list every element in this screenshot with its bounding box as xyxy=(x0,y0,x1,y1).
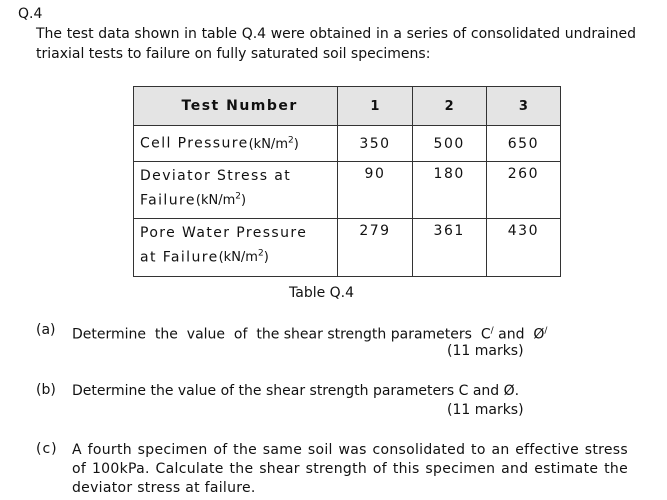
row-label-text: Cell Pressure xyxy=(140,135,249,152)
part-c-text: A fourth specimen of the same soil was consolidated to an effective stress of 100kPa. Calculate the shear strength of this specimen and estimate the deviator stress at failure. xyxy=(72,442,628,496)
table-header-row xyxy=(134,87,561,126)
table-caption: Table Q.4 xyxy=(289,285,355,301)
header-test-3: 3 xyxy=(486,87,560,126)
part-b-label: (b) xyxy=(36,382,56,398)
table-cell: 180 xyxy=(412,162,486,219)
row-label-pore-water-pressure: Pore Water Pressure at $Failure(kN/m^2)$ xyxy=(134,219,338,277)
table-row xyxy=(134,219,561,277)
table-cell: 279 xyxy=(338,219,412,277)
table-cell: 500 xyxy=(412,126,486,162)
table-cell: 361 xyxy=(412,219,486,277)
table-row xyxy=(134,162,561,219)
table-row xyxy=(134,126,561,162)
part-c-label: (c) xyxy=(36,441,58,457)
table-cell: 260 xyxy=(486,162,560,219)
row-label-deviator-stress: Deviator Stress at $Failure(kN/m^2)$ xyxy=(134,162,338,219)
part-b-marks: (11 marks) xyxy=(447,402,524,418)
table-cell: 650 xyxy=(486,126,560,162)
question-number: Q.4 xyxy=(18,6,43,22)
table-cell: 350 xyxy=(338,126,412,162)
row-label-cell-pressure xyxy=(134,126,338,162)
row-unit: $(kN/m^2)$ xyxy=(248,135,299,152)
header-test-number: Test Number xyxy=(134,87,338,126)
part-a-marks: (11 marks) xyxy=(447,343,524,359)
test-data-table xyxy=(133,86,561,277)
part-a-text: Determine the value of the shear strength parameters C/ and Ø/ xyxy=(72,326,548,343)
table-cell: 430 xyxy=(486,219,560,277)
part-b-text: Determine the value of the shear strength parameters C and Ø. xyxy=(72,383,520,399)
part-a-label: (a) xyxy=(36,322,56,338)
header-test-2: 2 xyxy=(412,87,486,126)
question-intro: The test data shown in table Q.4 were obtained in a series of consolidated undrained triaxial tests to failure on fully saturated soil specimens: xyxy=(36,26,636,62)
header-test-1: 1 xyxy=(338,87,412,126)
table-cell: 90 xyxy=(338,162,412,219)
